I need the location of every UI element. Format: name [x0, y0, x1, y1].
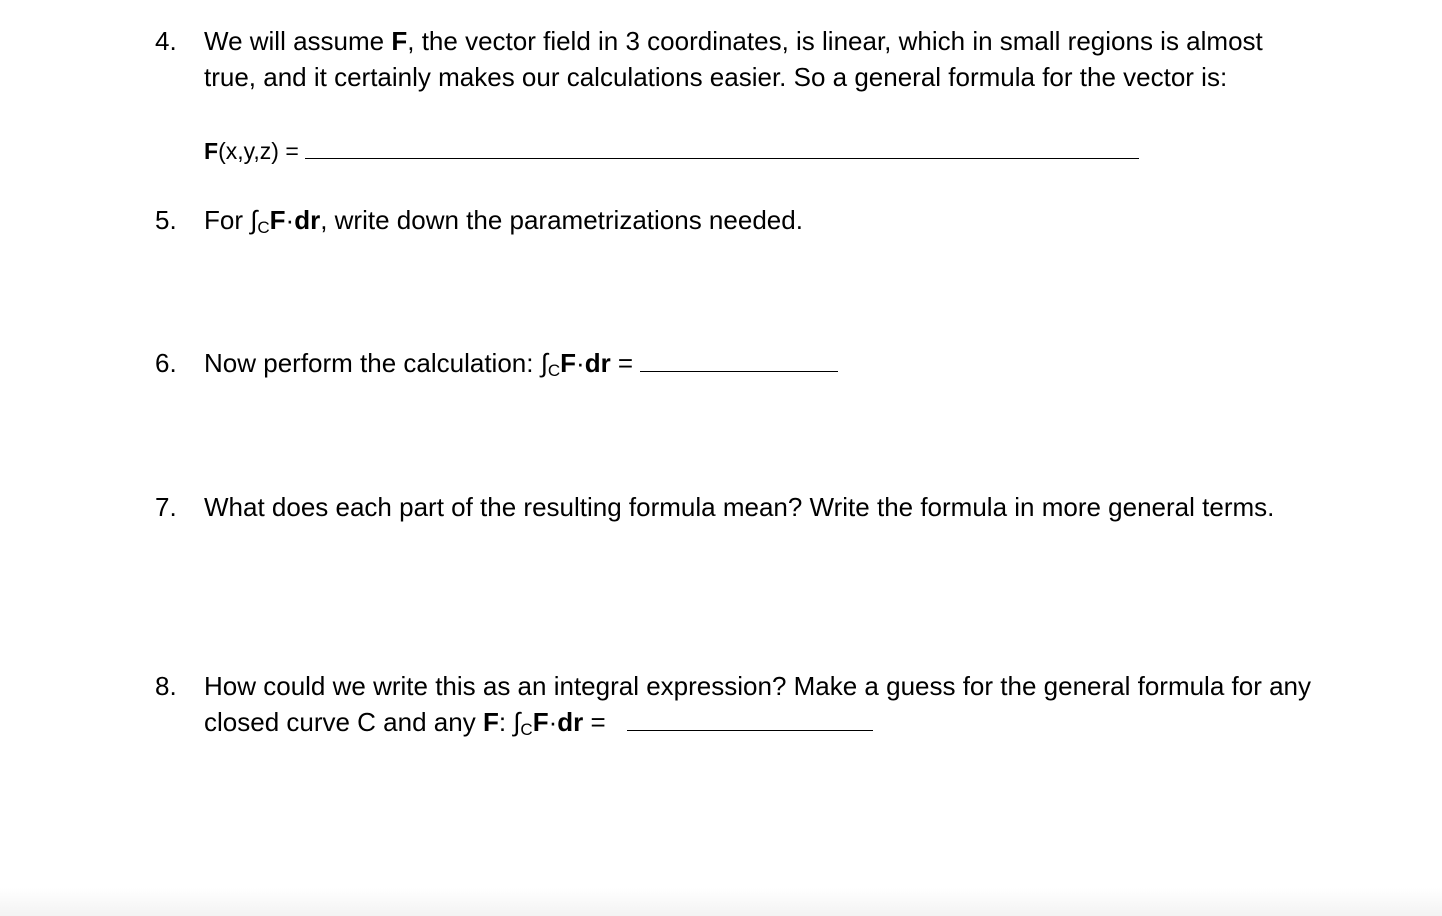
- question-line: true, and it certainly makes our calculations easier. So a general formula for the vector is:: [204, 62, 1228, 92]
- text-run: , write down the parametrizations needed.: [320, 205, 803, 235]
- text-run: For: [204, 205, 251, 235]
- text-run: , the vector field in 3 coordinates, is linear, which in small regions is almost: [407, 26, 1263, 56]
- question-text: [204, 668, 1374, 748]
- bold-symbol: dr: [584, 348, 611, 378]
- bold-symbol: F: [532, 707, 549, 737]
- question-line: How could we write this as an integral expression? Make a guess for the general formula for any: [204, 671, 1312, 701]
- question-line: What does each part of the resulting formula mean? Write the formula in more general terms.: [204, 492, 1275, 522]
- dot-operator: ·: [285, 205, 295, 235]
- question-text: [204, 489, 1374, 525]
- bold-symbol: F: [204, 138, 219, 164]
- text-run: closed curve C and any: [204, 707, 483, 737]
- answer-blank[interactable]: [627, 706, 873, 731]
- dot-operator: ·: [576, 348, 585, 378]
- question-line: [204, 202, 1374, 246]
- answer-blank[interactable]: [305, 134, 1139, 159]
- question-number: 6.: [155, 348, 177, 378]
- question-text: [204, 345, 1374, 389]
- integral-subscript: C: [520, 720, 533, 739]
- bold-symbol: F: [269, 205, 286, 235]
- text-run: We will assume: [204, 26, 392, 56]
- integral-symbol: ∫: [250, 205, 258, 235]
- question-number: 8.: [155, 671, 177, 701]
- bold-symbol: F: [482, 707, 499, 737]
- bold-symbol: dr: [294, 205, 321, 235]
- page-bottom-shadow: [0, 888, 1442, 916]
- question-number: 7.: [155, 492, 177, 522]
- bold-symbol: dr: [557, 707, 584, 737]
- dot-operator: ·: [548, 707, 558, 737]
- integral-subscript: C: [257, 218, 270, 237]
- bold-symbol: F: [391, 26, 408, 56]
- formula-label: (x,y,z) =: [218, 138, 299, 164]
- integral-symbol: ∫: [513, 707, 521, 737]
- formula-answer-line: [204, 134, 1139, 165]
- integral-symbol: ∫: [540, 348, 548, 378]
- question-text: [204, 23, 1374, 95]
- text-run: Now perform the calculation:: [204, 348, 541, 378]
- question-line: [204, 704, 1374, 748]
- question-line: [204, 345, 1374, 389]
- integral-subscript: C: [547, 361, 561, 380]
- question-number: 4.: [155, 26, 177, 56]
- bold-symbol: F: [560, 348, 577, 378]
- question-line: [204, 23, 1374, 59]
- answer-blank[interactable]: [640, 347, 838, 372]
- text-run: =: [610, 348, 634, 378]
- question-text: [204, 202, 1374, 246]
- text-run: :: [498, 707, 514, 737]
- text-run: =: [583, 707, 606, 737]
- question-number: 5.: [155, 205, 177, 235]
